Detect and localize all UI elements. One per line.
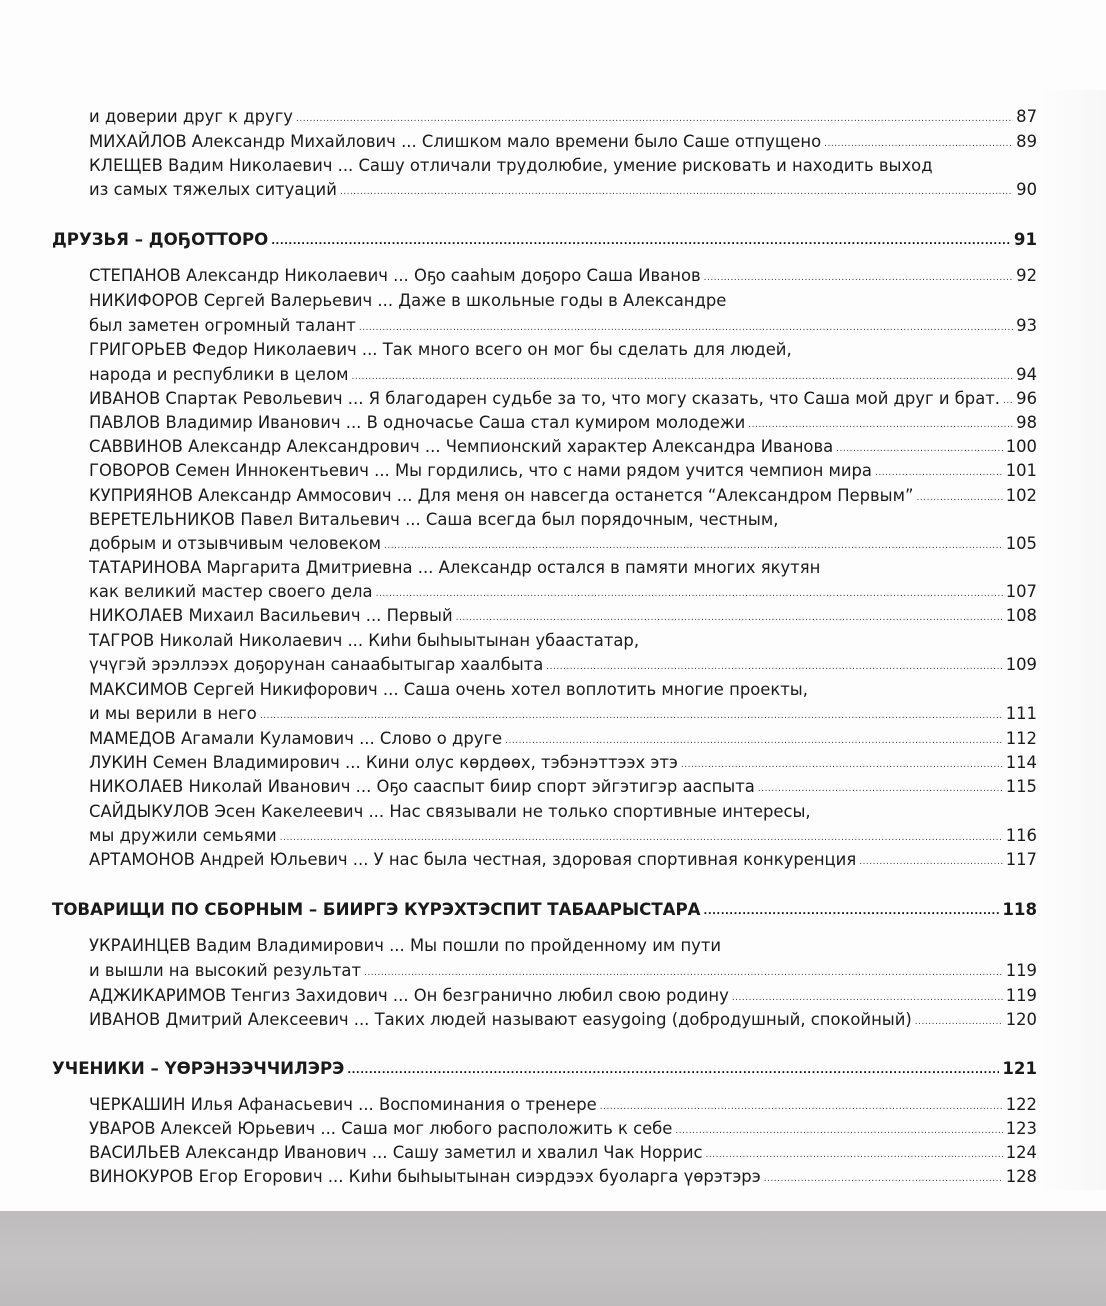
toc-entry — [89, 484, 1037, 511]
dot-leader — [359, 316, 1013, 340]
toc-entry — [89, 435, 1037, 462]
page-number: 108 — [1005, 606, 1037, 625]
toc-entry — [89, 984, 1037, 1011]
entry-text: АРТАМОНОВ Андрей Юльевич ... У нас была честная, здоровая спортивная конкуренция — [89, 850, 857, 869]
dot-leader — [546, 655, 1002, 679]
toc-entry — [89, 800, 1037, 824]
dot-leader — [875, 461, 1003, 485]
dot-leader — [271, 230, 1011, 254]
toc-entry — [89, 580, 1037, 607]
entry-text: үчүгэй эрэллээх доҕорунан санаабытыгар хаалбыта — [89, 655, 544, 674]
entry-text: НИКИФОРОВ Сергей Валерьевич ... Даже в школьные годы в Александре — [89, 291, 727, 310]
entry-text: МАКСИМОВ Сергей Никифорович ... Саша очень хотел воплотить многие проекты, — [89, 680, 808, 699]
section-title: УЧЕНИКИ – ҮӨРЭНЭЭЧЧИЛЭРЭ — [52, 1059, 345, 1078]
entry-text: ЛУКИН Семен Владимирович ... Кини олус көрдөөх, тэбэнэттээх этэ — [89, 753, 678, 772]
page-number: 120 — [1005, 1010, 1037, 1029]
dot-leader — [376, 582, 1003, 606]
dot-leader — [260, 704, 1003, 728]
toc-entry — [89, 604, 1037, 631]
entry-text: ВАСИЛЬЕВ Александр Иванович ... Сашу заметил и хвалил Чак Норрис — [89, 1143, 703, 1162]
page-number: 119 — [1005, 986, 1037, 1005]
dot-leader — [340, 180, 1013, 204]
page-number: 87 — [1016, 107, 1037, 126]
page-number: 123 — [1005, 1119, 1037, 1138]
page-number: 109 — [1005, 655, 1037, 674]
page-number: 124 — [1005, 1143, 1037, 1162]
entry-text: ТАГРОВ Николай Николаевич ... Киһи быһыытынан убаастатар, — [89, 631, 640, 650]
entry-text: ЧЕРКАШИН Илья Афанасьевич ... Воспоминания о тренере — [89, 1095, 597, 1114]
dot-leader — [836, 437, 1003, 461]
dot-leader — [915, 1010, 1003, 1034]
toc-entry — [89, 1093, 1037, 1120]
scan-background-band — [0, 1211, 1106, 1306]
toc-entry — [89, 934, 1037, 958]
dot-leader — [704, 266, 1014, 290]
entry-text: ПАВЛОВ Владимир Иванович ... В одночасье Саша стал кумиром молодежи — [89, 413, 746, 432]
toc-entry — [89, 178, 1037, 205]
page-number: 118 — [1002, 900, 1037, 919]
entry-text: из самых тяжелых ситуаций — [89, 180, 337, 199]
toc-entry — [89, 314, 1037, 341]
dot-leader — [347, 1059, 999, 1083]
dot-leader — [916, 486, 1002, 510]
toc-entry — [89, 1117, 1037, 1144]
toc-entry — [89, 411, 1037, 438]
page-number: 89 — [1016, 132, 1037, 151]
entry-text: был заметен огромный талант — [89, 316, 356, 335]
entry-text: мы дружили семьями — [89, 826, 277, 845]
dot-leader — [704, 900, 1000, 924]
section-title: ДРУЗЬЯ – ДОҔОТТОРО — [52, 230, 269, 249]
page-number: 115 — [1005, 777, 1037, 796]
toc-section-heading — [52, 228, 1037, 255]
entry-text: ВЕРЕТЕЛЬНИКОВ Павел Витальевич ... Саша всегда был порядочным, честным, — [89, 510, 779, 529]
entry-text: УВАРОВ Алексей Юрьевич ... Саша мог любого расположить к себе — [89, 1119, 673, 1138]
dot-leader — [364, 961, 1003, 985]
entry-text: ГОВОРОВ Семен Иннокентьевич ... Мы гордились, что с нами рядом учится чемпион мира — [89, 461, 872, 480]
entry-text: как великий мастер своего дела — [89, 582, 373, 601]
page-number: 102 — [1005, 486, 1037, 505]
toc-entry — [89, 702, 1037, 729]
toc-entry — [89, 264, 1037, 291]
entry-text: КЛЕЩЕВ Вадим Николаевич ... Сашу отличали трудолюбие, умение рисковать и находить выход — [89, 156, 933, 175]
toc-entry — [89, 532, 1037, 559]
toc-entry — [89, 387, 1037, 414]
dot-leader — [732, 986, 1003, 1010]
entry-text: и доверии друг к другу — [89, 107, 294, 126]
dot-leader — [758, 777, 1003, 801]
entry-text: ИВАНОВ Дмитрий Алексеевич ... Таких людей называют easygoing (добродушный, спокойный) — [89, 1010, 912, 1029]
entry-text: народа и республики в целом — [89, 365, 349, 384]
toc-section-heading — [52, 898, 1037, 925]
entry-text: ИВАНОВ Спартак Револьевич ... Я благодарен судьбе за то, что могу сказать, что Саша мой друг и брат. — [89, 389, 1000, 408]
page-number: 119 — [1005, 961, 1037, 980]
entry-text: КУПРИЯНОВ Александр Аммосович ... Для меня он навсегда останется “Александром Первым” — [89, 486, 914, 505]
entry-text: и мы верили в него — [89, 704, 257, 723]
page-number: 100 — [1005, 437, 1037, 456]
entry-text: ВИНОКУРОВ Егор Егорович ... Киһи быһыытынан сиэрдээх буоларга үөрэтэрэ — [89, 1167, 761, 1186]
dot-leader — [280, 826, 1003, 850]
toc-entry — [89, 130, 1037, 157]
page-number: 101 — [1005, 461, 1037, 480]
toc-entry — [89, 363, 1037, 390]
dot-leader — [296, 107, 1013, 131]
toc-entry — [89, 508, 1037, 532]
dot-leader — [764, 1167, 1003, 1191]
page-number: 92 — [1016, 266, 1037, 285]
entry-text: добрым и отзывчивым человеком — [89, 534, 381, 553]
entry-text: НИКОЛАЕВ Николай Иванович ... Оҕо сааспыт биир спорт эйгэтигэр ааспыта — [89, 777, 755, 796]
entry-text: АДЖИКАРИМОВ Тенгиз Захидович ... Он безгранично любил свою родину — [89, 986, 729, 1005]
dot-leader — [505, 729, 1003, 753]
toc-entry — [89, 959, 1037, 986]
page-number: 121 — [1002, 1059, 1037, 1078]
dot-leader — [824, 132, 1013, 156]
dot-leader — [384, 534, 1003, 558]
page-number: 122 — [1005, 1095, 1037, 1114]
entry-text: и вышли на высокий результат — [89, 961, 362, 980]
toc-entry — [89, 154, 1037, 178]
toc-entry — [89, 629, 1037, 653]
page-number: 128 — [1005, 1167, 1037, 1186]
toc-entry — [89, 556, 1037, 580]
page-number: 116 — [1005, 826, 1037, 845]
toc-section-heading — [52, 1057, 1037, 1084]
toc-entry — [89, 824, 1037, 851]
page-number: 117 — [1005, 850, 1037, 869]
page-number: 93 — [1016, 316, 1037, 335]
toc-entry — [89, 289, 1037, 313]
section-title: ТОВАРИЩИ ПО СБОРНЫМ – БИИРГЭ КҮРЭХТЭСПИТ ТАБААРЫСТАРА — [52, 900, 701, 919]
toc-entry — [89, 751, 1037, 778]
page-number: 91 — [1013, 230, 1037, 249]
page-number: 98 — [1016, 413, 1037, 432]
page-number: 90 — [1016, 180, 1037, 199]
entry-text: МАМЕДОВ Агамали Куламович ... Слово о друге — [89, 729, 503, 748]
page-bleed-shadow — [1040, 90, 1106, 1190]
toc-entry — [89, 459, 1037, 486]
entry-text: ТАТАРИНОВА Маргарита Дмитриевна ... Александр остался в памяти многих якутян — [89, 558, 821, 577]
dot-leader — [352, 365, 1014, 389]
entry-text: УКРАИНЦЕВ Вадим Владимирович ... Мы пошли по пройденному им пути — [89, 936, 722, 955]
entry-text: МИХАЙЛОВ Александр Михайлович ... Слишком мало времени было Саше отпущено — [89, 132, 822, 151]
toc-entry — [89, 1141, 1037, 1168]
page-number: 111 — [1005, 704, 1037, 723]
page-number: 96 — [1016, 389, 1037, 408]
page-number: 107 — [1005, 582, 1037, 601]
page-number: 105 — [1005, 534, 1037, 553]
entry-text: СТЕПАНОВ Александр Николаевич ... Оҕо сааһым доҕоро Саша Иванов — [89, 266, 701, 285]
entry-text: ГРИГОРЬЕВ Федор Николаевич ... Так много всего он мог бы сделать для людей, — [89, 340, 792, 359]
toc-entry — [89, 338, 1037, 362]
dot-leader — [681, 753, 1003, 777]
dot-leader — [675, 1119, 1002, 1143]
toc-entry — [89, 678, 1037, 702]
dot-leader — [1003, 389, 1013, 413]
dot-leader — [705, 1143, 1002, 1167]
toc-entry — [89, 105, 1037, 132]
toc-entry — [89, 1165, 1037, 1192]
dot-leader — [859, 850, 1003, 874]
entry-text: САЙДЫКУЛОВ Эсен Какелеевич ... Нас связывали не только спортивные интересы, — [89, 802, 811, 821]
dot-leader — [456, 606, 1003, 630]
dot-leader — [748, 413, 1013, 437]
toc-entry — [89, 653, 1037, 680]
toc-entry — [89, 727, 1037, 754]
entry-text: САВВИНОВ Александр Александрович ... Чемпионский характер Александра Иванова — [89, 437, 834, 456]
dot-leader — [600, 1095, 1003, 1119]
toc-entry — [89, 848, 1037, 875]
toc-entry — [89, 775, 1037, 802]
page-number: 112 — [1005, 729, 1037, 748]
toc-entry — [89, 1008, 1037, 1035]
page-number: 94 — [1016, 365, 1037, 384]
page-number: 114 — [1005, 753, 1037, 772]
entry-text: НИКОЛАЕВ Михаил Васильевич ... Первый — [89, 606, 453, 625]
